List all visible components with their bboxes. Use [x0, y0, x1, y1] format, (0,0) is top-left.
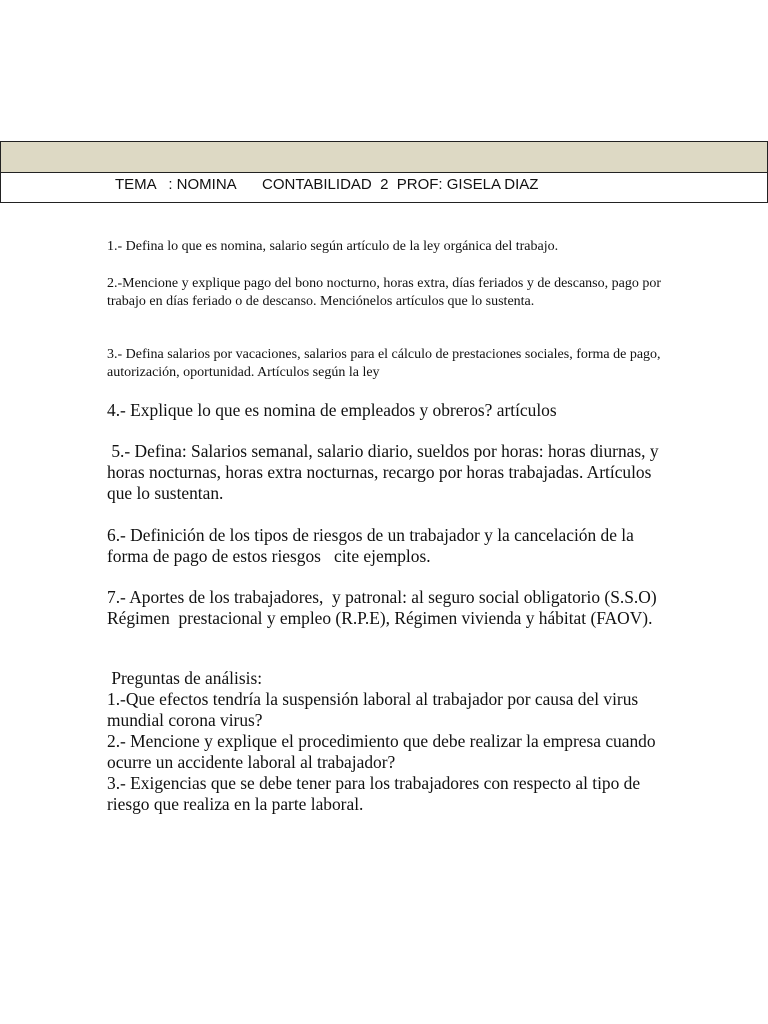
question-2: 2.-Mencione y explique pago del bono nocturno, horas extra, días feriados y de descanso, pago por trabajo en días feriado o de descanso. Menciónelos artículos que lo sustenta. [107, 276, 662, 309]
header-color-band [0, 141, 768, 173]
question-5: 5.- Defina: Salarios semanal, salario diario, sueldos por horas: horas diurnas, y horas nocturnas, horas extra nocturnas, recargo por horas trabajadas. Artículos que lo sustentan. [107, 441, 663, 503]
analysis-section [107, 668, 667, 815]
analysis-item-1: 1.-Que efectos tendría la suspensión laboral al trabajador por causa del virus mundial corona virus? [107, 689, 639, 730]
header-title-row [0, 173, 768, 203]
analysis-item-2: 2.- Mencione y explique el procedimiento que debe realizar la empresa cuando ocurre un accidente laboral al trabajador? [107, 731, 656, 772]
header-table [0, 141, 768, 203]
course-professor-label: CONTABILIDAD 2 PROF: GISELA DIAZ [262, 176, 539, 193]
tema-label: TEMA : NOMINA [115, 176, 237, 193]
question-1: 1.- Defina lo que es nomina, salario según artículo de la ley orgánica del trabajo. [107, 239, 559, 254]
analysis-title: Preguntas de análisis: [107, 668, 263, 688]
question-7: 7.- Aportes de los trabajadores, y patronal: al seguro social obligatorio (S.S.O) Régimen prestacional y empleo (R.P.E), Régimen vivienda y hábitat (FAOV). [107, 587, 666, 628]
question-6: 6.- Definición de los tipos de riesgos de un trabajador y la cancelación de la forma de pago de estos riesgos cite ejemplos. [107, 525, 639, 566]
analysis-item-3: 3.- Exigencias que se debe tener para los trabajadores con respecto al tipo de riesgo que realiza en la parte laboral. [107, 773, 641, 814]
question-3: 3.- Defina salarios por vacaciones, salarios para el cálculo de prestaciones sociales, forma de pago, autorización, oportunidad. Artículos según la ley [107, 347, 661, 380]
question-4: 4.- Explique lo que es nomina de empleados y obreros? artículos [107, 400, 557, 420]
